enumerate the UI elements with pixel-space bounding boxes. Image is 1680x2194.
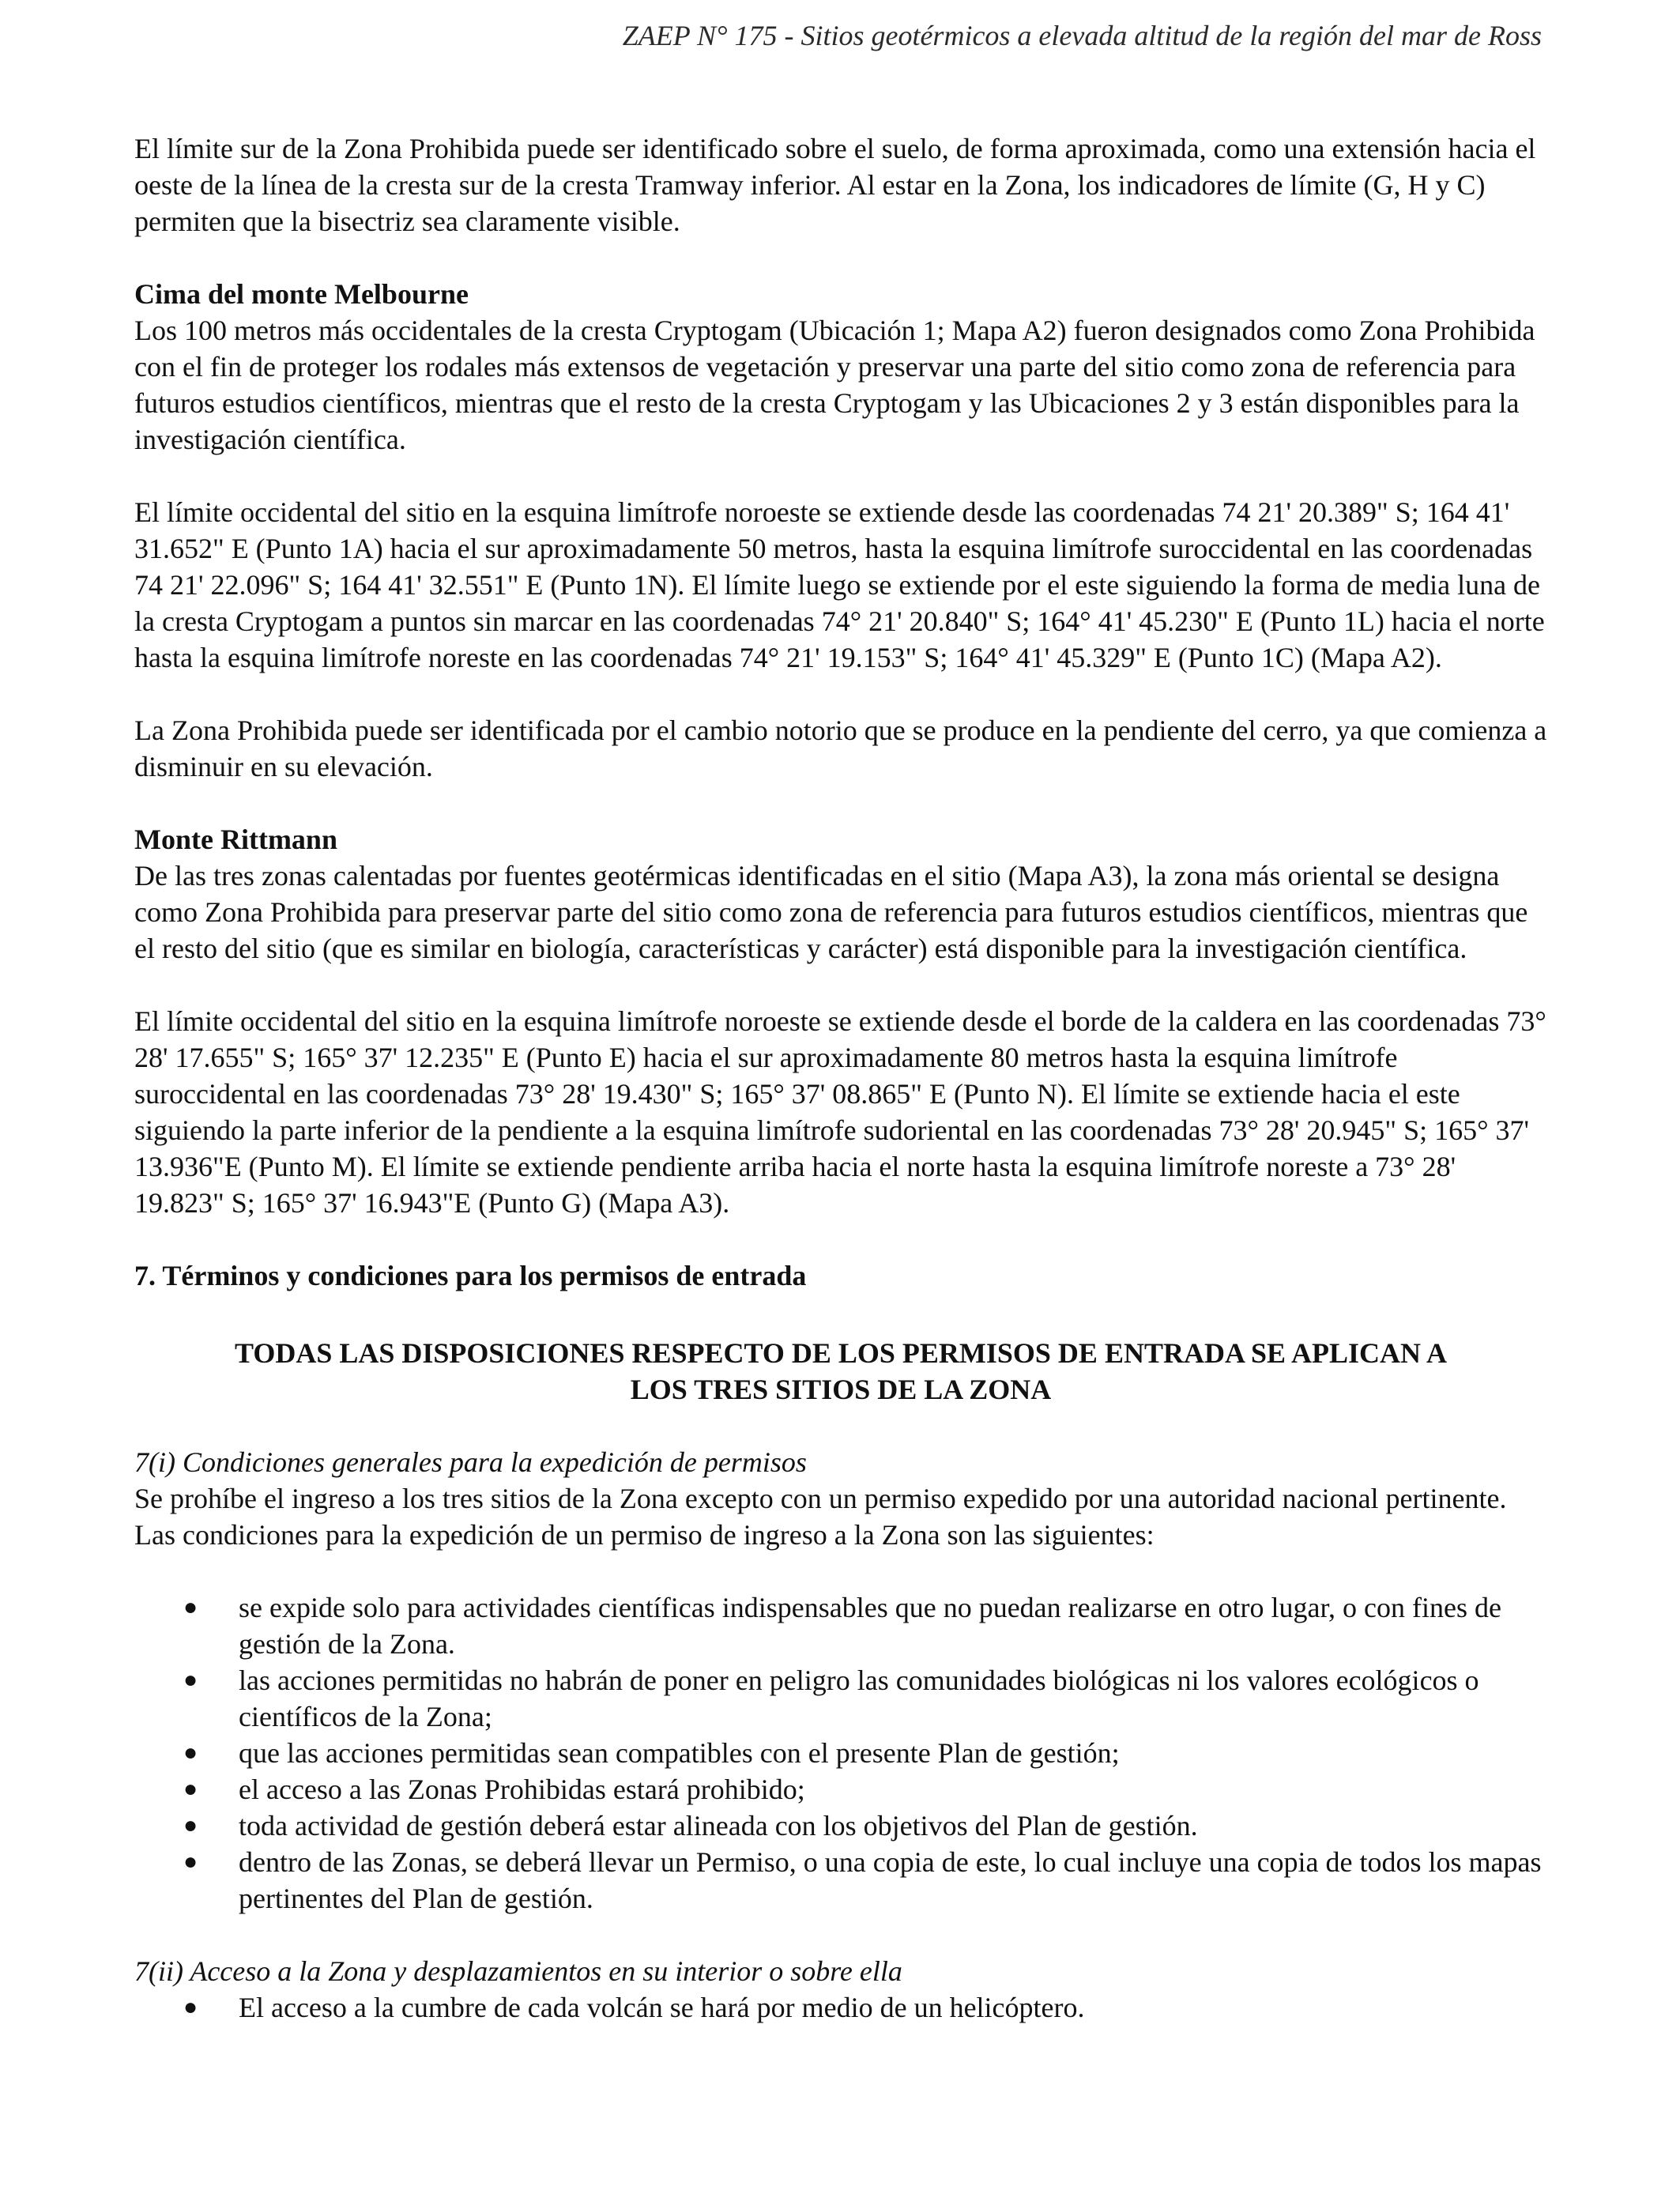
list-item	[134, 1589, 1547, 1662]
list-item-text: las acciones permitidas no habrán de poner en peligro las comunidades biológicas ni los valores ecológicos o científicos de la Zona;	[239, 1664, 1479, 1732]
permit-conditions-list	[134, 1589, 1547, 1917]
list-item-text: que las acciones permitidas sean compatibles con el presente Plan de gestión;	[239, 1737, 1120, 1769]
list-item	[134, 1844, 1547, 1917]
melbourne-heading: Cima del monte Melbourne	[134, 278, 469, 310]
permits-banner-heading	[134, 1335, 1547, 1408]
permits-banner-line-1: TODAS LAS DISPOSICIONES RESPECTO DE LOS PERMISOS DE ENTRADA SE APLICAN A	[234, 1337, 1448, 1369]
running-header: ZAEP N° 175 - Sitios geotérmicos a elevada altitud de la región del mar de Ross	[622, 20, 1542, 51]
list-item-text: toda actividad de gestión deberá estar alineada con los objetivos del Plan de gestión.	[239, 1810, 1198, 1842]
bullet-icon: ●	[183, 1594, 198, 1620]
bullet-icon: ●	[183, 1776, 198, 1802]
permits-banner-line-2: LOS TRES SITIOS DE LA ZONA	[630, 1374, 1052, 1405]
list-item	[134, 1735, 1547, 1771]
list-item	[134, 1989, 1547, 2026]
list-item-text: dentro de las Zonas, se deberá llevar un Permiso, o una copia de este, lo cual incluye una copia de todos los mapas pertinentes del Plan de gestión.	[239, 1846, 1542, 1914]
access-list	[134, 1989, 1547, 2026]
list-item-text: el acceso a las Zonas Prohibidas estará prohibido;	[239, 1774, 805, 1805]
section-7-heading: 7. Términos y condiciones para los permisos de entrada	[134, 1260, 807, 1291]
rittmann-paragraph-1: De las tres zonas calentadas por fuentes geotérmicas identificadas en el sitio (Mapa A3), la zona más oriental se designa como Zona Prohibida para preservar parte del sitio como zona de referencia para futuros estudios científicos, mientras que el resto del sitio (que es similar en biología, características y carácter) está disponible para la investigación científica.	[134, 860, 1528, 964]
melbourne-paragraph-3: La Zona Prohibida puede ser identificada por el cambio notorio que se produce en la pendiente del cerro, ya que comienza a disminuir en su elevación.	[134, 714, 1547, 782]
list-item	[134, 1771, 1547, 1808]
rittmann-heading: Monte Rittmann	[134, 824, 337, 855]
subsection-7i-title: 7(i) Condiciones generales para la expedición de permisos	[134, 1446, 807, 1478]
bullet-icon: ●	[183, 1740, 198, 1766]
intro-paragraph: El límite sur de la Zona Prohibida puede ser identificado sobre el suelo, de forma aproximada, como una extensión hacia el oeste de la línea de la cresta sur de la cresta Tramway inferior. Al estar en la Zona, los indicadores de límite (G, H y C) permiten que la bisectriz sea claramente visible.	[134, 133, 1536, 237]
subsection-7ii-title: 7(ii) Acceso a la Zona y desplazamientos en su interior o sobre ella	[134, 1955, 902, 1987]
list-item	[134, 1662, 1547, 1735]
subsection-7i-paragraph: Se prohíbe el ingreso a los tres sitios de la Zona excepto con un permiso expedido por una autoridad nacional pertinente. Las condiciones para la expedición de un permiso de ingreso a la Zona son las siguientes:	[134, 1483, 1507, 1551]
bullet-icon: ●	[183, 1849, 198, 1875]
list-item-text: se expide solo para actividades científicas indispensables que no puedan realizarse en otro lugar, o con fines de gestión de la Zona.	[239, 1592, 1501, 1660]
bullet-icon: ●	[183, 1812, 198, 1838]
bullet-icon: ●	[183, 1667, 198, 1693]
list-item	[134, 1808, 1547, 1844]
list-item-text: El acceso a la cumbre de cada volcán se hará por medio de un helicóptero.	[239, 1992, 1085, 2023]
melbourne-paragraph-1: Los 100 metros más occidentales de la cresta Cryptogam (Ubicación 1; Mapa A2) fueron designados como Zona Prohibida con el fin de proteger los rodales más extensos de vegetación y preservar una parte del sitio como zona de referencia para futuros estudios científicos, mientras que el resto de la cresta Cryptogam y las Ubicaciones 2 y 3 están disponibles para la investigación científica.	[134, 315, 1535, 455]
melbourne-paragraph-2: El límite occidental del sitio en la esquina limítrofe noroeste se extiende desde las coordenadas 74 21' 20.389" S; 164 41' 31.652" E (Punto 1A) hacia el sur aproximadamente 50 metros, hasta la esquina limítrofe suroccidental en las coordenadas 74 21' 22.096" S; 164 41' 32.551" E (Punto 1N). El límite luego se extiende por el este siguiendo la forma de media luna de la cresta Cryptogam a puntos sin marcar en las coordenadas 74° 21' 20.840" S; 164° 41' 45.230" E (Punto 1L) hacia el norte hasta la esquina limítrofe noreste en las coordenadas 74° 21' 19.153" S; 164° 41' 45.329" E (Punto 1C) (Mapa A2).	[134, 496, 1545, 673]
bullet-icon: ●	[183, 1994, 198, 2020]
rittmann-paragraph-2: El límite occidental del sitio en la esquina limítrofe noroeste se extiende desde el borde de la caldera en las coordenadas 73° 28' 17.655" S; 165° 37' 12.235" E (Punto E) hacia el sur aproximadamente 80 metros hasta la esquina limítrofe suroccidental en las coordenadas 73° 28' 19.430" S; 165° 37' 08.865" E (Punto N). El límite se extiende hacia el este siguiendo la parte inferior de la pendiente a la esquina limítrofe sudoriental en las coordenadas 73° 28' 20.945" S; 165° 37' 13.936"E (Punto M). El límite se extiende pendiente arriba hacia el norte hasta la esquina limítrofe noreste a 73° 28' 19.823" S; 165° 37' 16.943"E (Punto G) (Mapa A3).	[134, 1005, 1546, 1219]
document-body	[134, 130, 1547, 2026]
